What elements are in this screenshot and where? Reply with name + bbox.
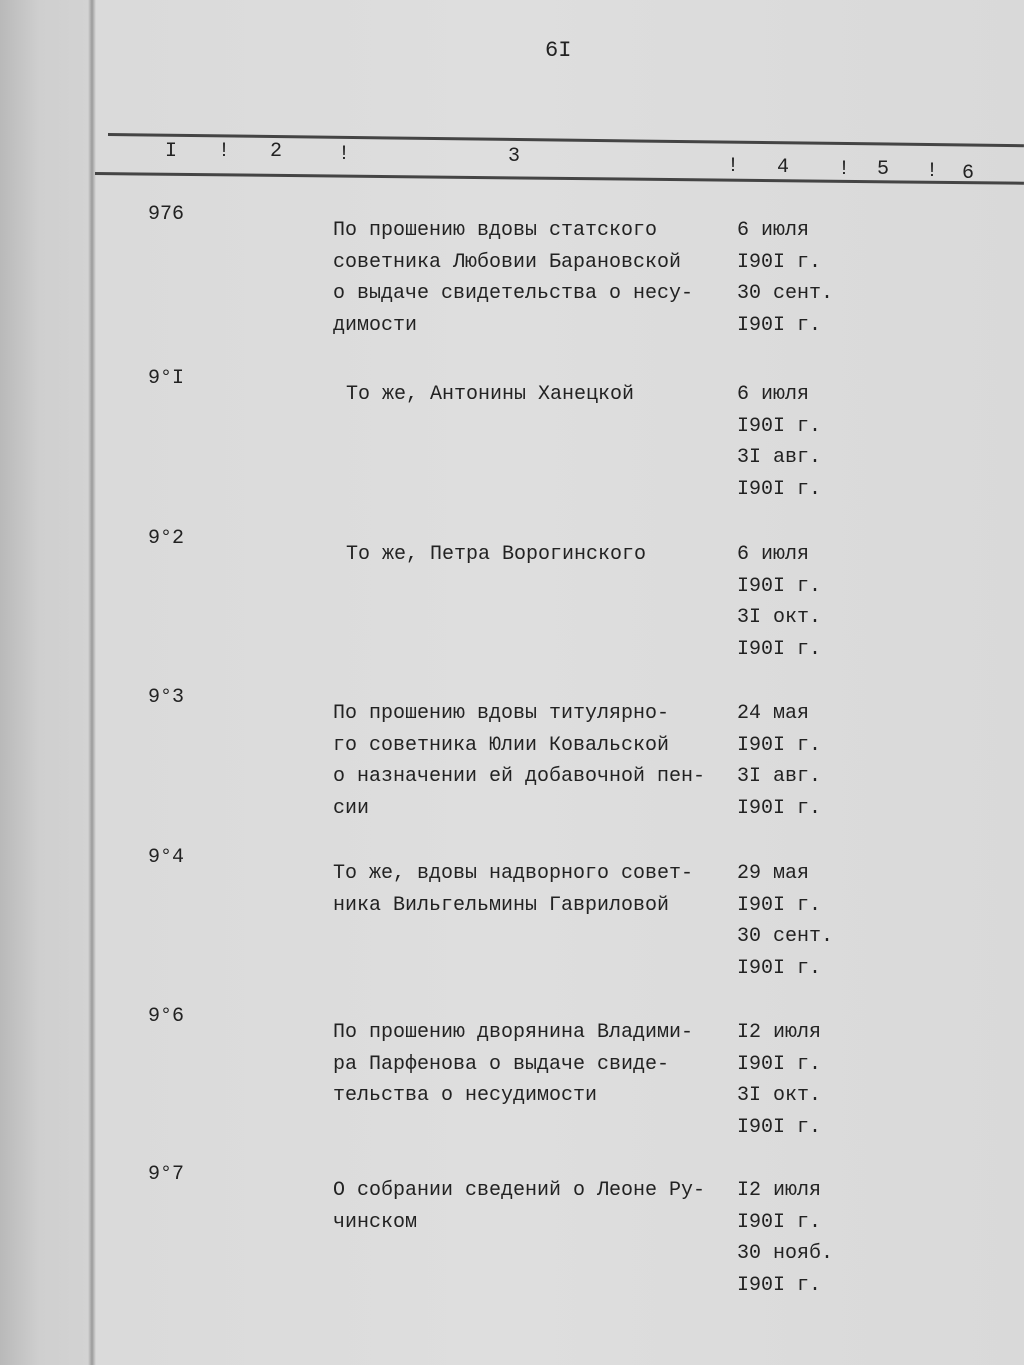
header-top-rule: [108, 133, 1024, 147]
record-dates: 6 июля I90I г. 30 сент. I90I г.: [737, 219, 834, 337]
col-header-1: I: [165, 140, 178, 163]
record-description: То же, Петра Ворогинского: [346, 543, 647, 566]
record-number: 9°7: [148, 1163, 185, 1186]
record-dates: 6 июля I90I г. 3I окт. I90I г.: [737, 543, 822, 661]
record-number: 976: [148, 203, 185, 226]
col-separator: !: [838, 158, 851, 181]
col-header-2: 2: [270, 140, 283, 163]
record-dates: I2 июля I90I г. 3I окт. I90I г.: [737, 1021, 822, 1139]
record-description: О собрании сведений о Леоне Ру- чинском: [333, 1179, 706, 1234]
record-number: 9°4: [148, 846, 185, 869]
record-number: 9°3: [148, 686, 185, 709]
col-separator: !: [926, 160, 939, 183]
record-description: То же, Антонины Ханецкой: [346, 383, 635, 406]
record-number: 9°I: [148, 367, 185, 390]
col-separator: !: [218, 140, 231, 163]
record-dates: 24 мая I90I г. 3I авг. I90I г.: [737, 702, 822, 820]
record-description: По прошению вдовы статского советника Любовии Барановской о выдаче свидетельства о несу- димости: [333, 219, 694, 337]
col-header-5: 5: [877, 158, 890, 181]
record-description: То же, вдовы надворного совет- ника Вильгельмины Гавриловой: [333, 862, 694, 917]
record-dates: 6 июля I90I г. 3I авг. I90I г.: [737, 383, 822, 501]
col-header-6: 6: [962, 162, 975, 185]
col-separator: !: [338, 143, 351, 166]
col-header-4: 4: [777, 156, 790, 179]
record-description: По прошению дворянина Владими- ра Парфенова о выдаче свиде- тельства о несудимости: [333, 1021, 694, 1107]
col-separator: !: [727, 155, 740, 178]
record-number: 9°2: [148, 527, 185, 550]
record-dates: 29 мая I90I г. 30 сент. I90I г.: [737, 862, 834, 980]
record-dates: I2 июля I90I г. 30 нояб. I90I г.: [737, 1179, 834, 1297]
page-number: 6I: [545, 38, 572, 63]
record-description: По прошению вдовы титулярно- го советника Юлии Ковальской о назначении ей добавочной пен- сии: [333, 702, 706, 820]
col-header-3: 3: [508, 145, 521, 168]
record-number: 9°6: [148, 1005, 185, 1028]
